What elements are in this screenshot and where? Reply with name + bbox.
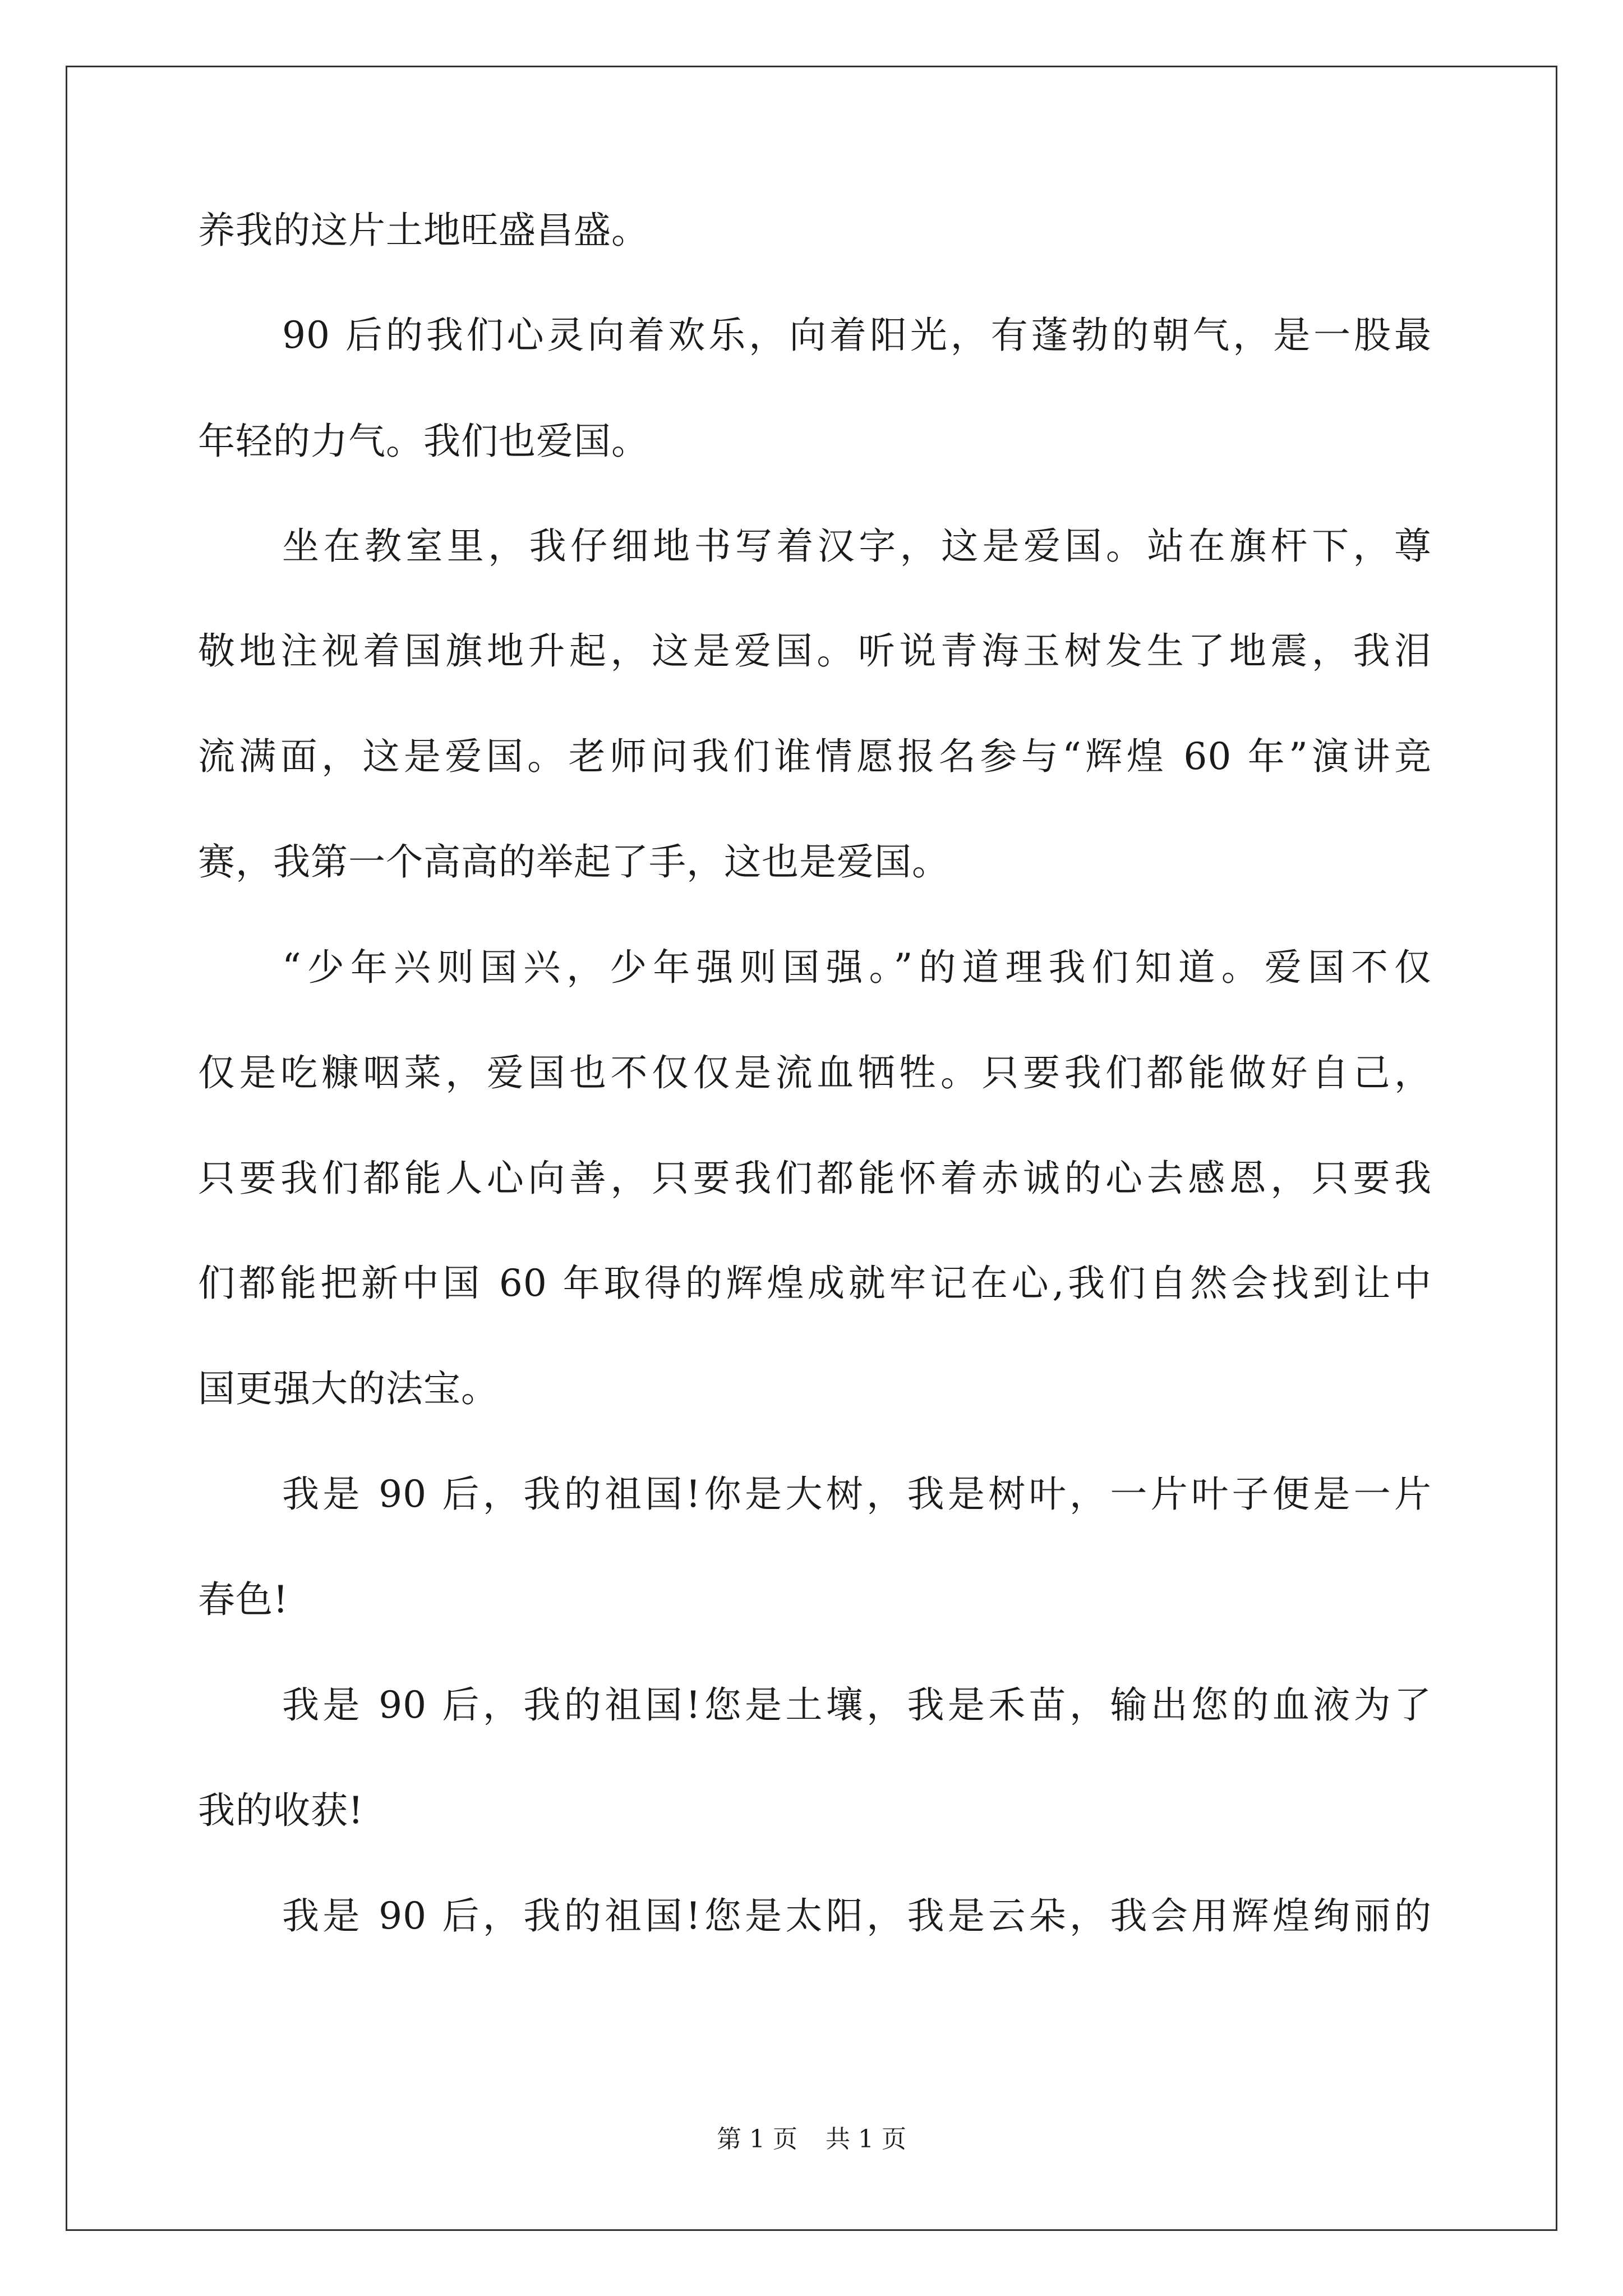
text-line: 们都能把新中国 60 年取得的辉煌成就牢记在心,我们自然会找到让中	[198, 1262, 1432, 1305]
text-line: 赛，我第一个高高的举起了手，这也是爱国。	[198, 840, 949, 884]
text-line: 年轻的力气。我们也爱国。	[198, 420, 649, 463]
text-line: 敬地注视着国旗地升起，这是爱国。听说青海玉树发生了地震，我泪	[198, 629, 1432, 673]
text-line: 仅是吃糠咽菜，爱国也不仅仅是流血牺牲。只要我们都能做好自己，	[198, 1051, 1432, 1094]
text-line: 坐在教室里，我仔细地书写着汉字，这是爱国。站在旗杆下，尊	[282, 524, 1432, 568]
text-line: 我是 90 后，我的祖国!您是太阳，我是云朵，我会用辉煌绚丽的	[282, 1894, 1432, 1938]
text-line: 国更强大的法宝。	[198, 1367, 499, 1410]
text-line: “少年兴则国兴，少年强则国强。”的道理我们知道。爱国不仅	[282, 946, 1432, 989]
page-footer	[0, 2123, 1623, 2156]
page-total: 共 1 页	[826, 2125, 906, 2154]
text-line: 只要我们都能人心向善，只要我们都能怀着赤诚的心去感恩，只要我	[198, 1157, 1432, 1200]
text-line: 90 后的我们心灵向着欢乐，向着阳光，有蓬勃的朝气，是一股最	[282, 314, 1432, 357]
text-line: 养我的这片土地旺盛昌盛。	[198, 209, 649, 252]
text-line: 流满面，这是爱国。老师问我们谁情愿报名参与“辉煌 60 年”演讲竞	[198, 735, 1432, 778]
text-line: 我是 90 后，我的祖国!你是大树，我是树叶，一片叶子便是一片	[282, 1473, 1432, 1516]
text-line: 我是 90 后，我的祖国!您是土壤，我是禾苗，输出您的血液为了	[282, 1683, 1432, 1727]
text-line: 我的收获!	[198, 1789, 364, 1832]
page-number: 第 1 页	[717, 2125, 797, 2154]
text-line: 春色!	[198, 1578, 289, 1621]
